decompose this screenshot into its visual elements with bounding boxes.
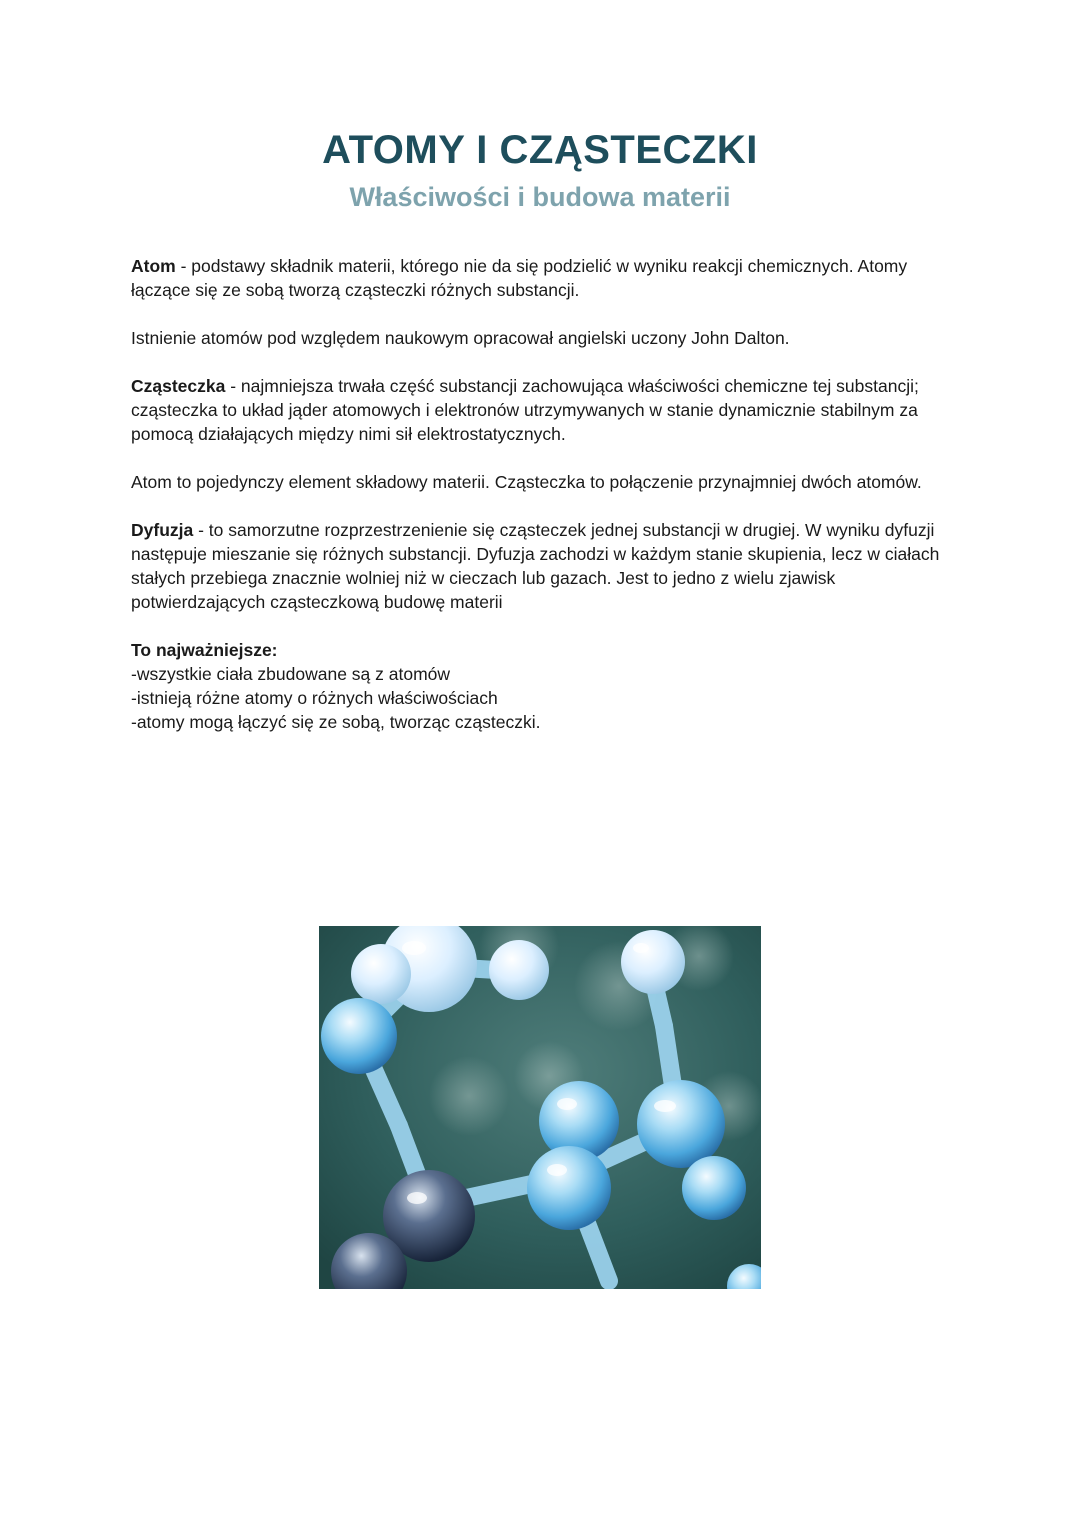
atom-definition (131, 254, 961, 302)
summary-item: -atomy mogą łączyć się ze sobą, tworząc cząsteczki. (131, 712, 541, 732)
diffusion-text: - to samorzutne rozprzestrzenienie się cząsteczek jednej substancji w drugiej. W wyniku dyfuzji następuje mieszanie się różnych substancji. Dyfuzja zachodzi w każdym stanie skupienia, lecz w ciałach stałych przebiega znacznie wolniej niż w cieczach lub gazach. Jest to jedno z wielu zjawisk potwierdzających cząsteczkową budowę materii (131, 520, 940, 612)
atom-molecule-comparison: Atom to pojedynczy element składowy materii. Cząsteczka to połączenie przynajmniej dwóch atomów. (131, 472, 922, 492)
atom-term: Atom (131, 256, 176, 276)
summary-item: -istnieją różne atomy o różnych właściwościach (131, 688, 498, 708)
diffusion-definition (131, 518, 961, 614)
page-subtitle: Właściwości i budowa materii (349, 182, 731, 212)
molecule-text: - najmniejsza trwała część substancji zachowująca właściwości chemiczne tej substancji; cząsteczka to układ jąder atomowych i elektronów utrzymywanych w stanie dynamicznie stabilnym za pomocą działających między nimi sił elektrostatycznych. (131, 376, 919, 444)
molecule-definition (131, 374, 961, 446)
document-body (131, 254, 961, 734)
atom-text: - podstawy składnik materii, którego nie da się podzielić w wyniku reakcji chemicznych. Atomy łączące się ze sobą tworzą cząsteczki różnych substancji. (131, 256, 908, 300)
summary-item: -wszystkie ciała zbudowane są z atomów (131, 664, 451, 684)
diffusion-term: Dyfuzja (131, 520, 194, 540)
molecule-illustration (319, 926, 761, 1289)
page-title: ATOMY I CZĄSTECZKI (322, 128, 758, 172)
molecule-term: Cząsteczka (131, 376, 226, 396)
summary-heading: To najważniejsze: (131, 640, 278, 660)
dalton-note: Istnienie atomów pod względem naukowym opracował angielski uczony John Dalton. (131, 328, 790, 348)
molecule-image (319, 926, 761, 1289)
summary-block (131, 638, 961, 734)
